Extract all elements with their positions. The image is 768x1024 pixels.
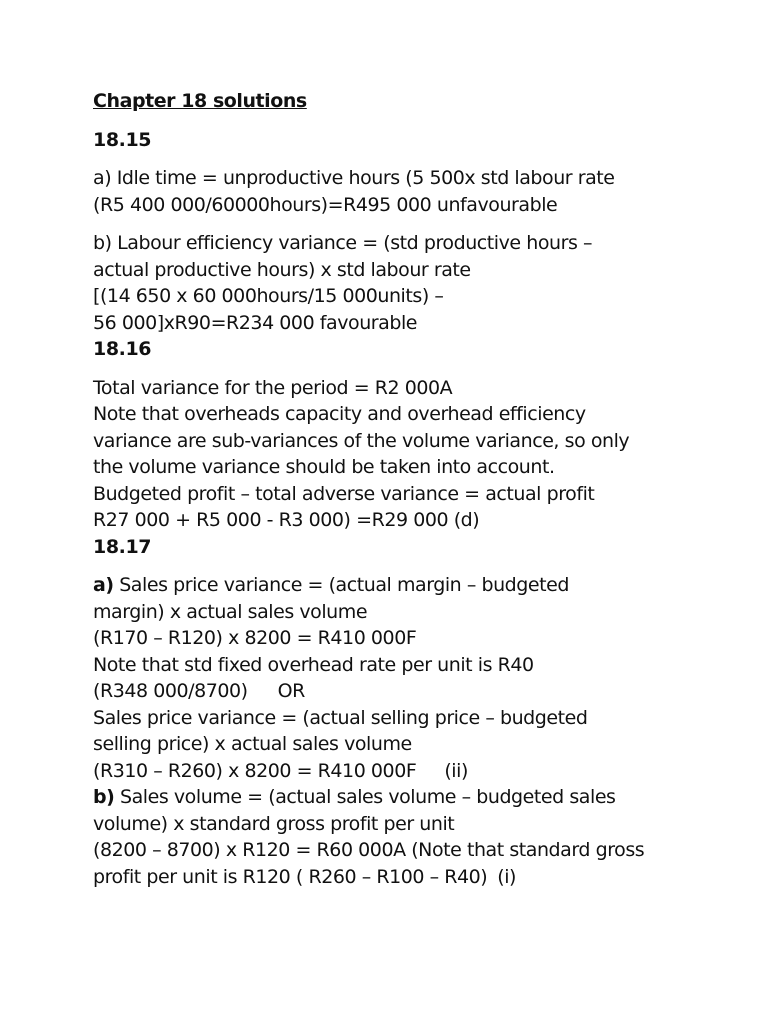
spacer [93, 153, 733, 165]
text-line: volume) x standard gross profit per unit [93, 812, 455, 835]
text-line: Sales price variance = (actual selling price – budgeted [93, 706, 588, 729]
text-span: Sales price variance = (actual margin – budgeted [113, 574, 569, 596]
text-line: Budgeted profit – total adverse variance = actual profit [93, 482, 595, 505]
text-line: R27 000 + R5 000 - R3 000) =R29 000 (d) [93, 509, 480, 531]
text-line: Note that overheads capacity and overhead efficiency [93, 403, 586, 425]
page-title: Chapter 18 solutions [93, 90, 307, 112]
text-line: b) Labour efficiency variance = (std productive hours – [93, 232, 593, 254]
part-label-a: a) [93, 574, 114, 596]
answer-tag: (i) [497, 865, 517, 888]
text-line: Note that std fixed overhead rate per unit is R40 [93, 653, 534, 676]
or-label: OR [277, 680, 305, 702]
text-line [93, 758, 733, 785]
text-line: selling price) x actual sales volume [93, 733, 412, 755]
spacer [93, 218, 733, 230]
text-line: (8200 – 8700) x R120 = R60 000A (Note that standard gross [93, 839, 645, 861]
text-span: profit per unit is R120 ( R260 – R100 – R40) [93, 865, 488, 888]
text-line: margin) x actual sales volume [93, 600, 368, 623]
text-line [93, 784, 733, 811]
text-line: variance are sub-variances of the volume variance, so only [93, 429, 630, 452]
document-page [93, 88, 733, 890]
answer-tag: (ii) [444, 759, 468, 782]
text-span: Sales volume = (actual sales volume – budgeted sales [114, 786, 616, 808]
text-line [93, 678, 733, 705]
text-line: the volume variance should be taken into account. [93, 456, 555, 478]
text-line: actual productive hours) x std labour rate [93, 258, 471, 281]
text-line [93, 864, 733, 891]
section-heading-18-17: 18.17 [93, 535, 152, 558]
section-heading-18-15: 18.15 [93, 128, 152, 151]
text-line: a) Idle time = unproductive hours (5 500x std labour rate [93, 167, 615, 189]
text-span: (R348 000/8700) [93, 680, 248, 702]
text-line: Total variance for the period = R2 000A [93, 376, 453, 399]
spacer [93, 363, 733, 375]
text-span: (R310 – R260) x 8200 = R410 000F [93, 759, 417, 782]
text-line: 56 000]xR90=R234 000 favourable [93, 311, 418, 334]
text-line: (R170 – R120) x 8200 = R410 000F [93, 627, 417, 649]
spacer [93, 560, 733, 572]
section-heading-18-16: 18.16 [93, 338, 152, 360]
part-label-b: b) [93, 786, 115, 808]
text-line: [(14 650 x 60 000hours/15 000units) – [93, 285, 444, 307]
text-line: (R5 400 000/60000hours)=R495 000 unfavourable [93, 193, 558, 216]
text-line [93, 572, 733, 599]
